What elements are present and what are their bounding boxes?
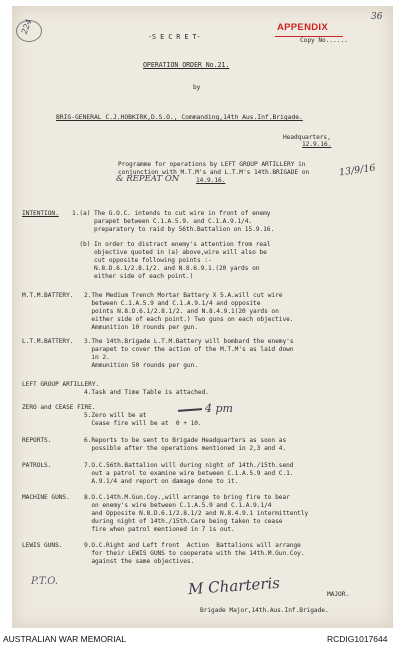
folio-number: 36 xyxy=(371,12,383,22)
reports-line: possible after the operations mentioned in 2,3 and 4. xyxy=(84,445,287,452)
ltm-line: in 2. xyxy=(84,354,110,361)
heading-machine-guns: MACHINE GUNS. xyxy=(22,494,70,501)
mtm-line: either side of each point.) Two guns on each objective. xyxy=(84,316,294,323)
handwritten-initials: P.T.O. xyxy=(31,576,59,587)
appendix-stamp: APPENDIX xyxy=(277,22,328,33)
intention-line: preparatory to raid by 56th.Battalion on 15.9.16. xyxy=(72,226,275,233)
author-line: BRIG-GENERAL C.J.HOBKIRK,D.S.O., Commanding,14th Aus.Inf.Brigade. xyxy=(56,113,303,121)
intention-line: parapet between C.1.A.5.9. and C.1.A.9.1/4. xyxy=(72,218,253,225)
heading-left-group-artillery: LEFT GROUP ARTILLERY. xyxy=(22,381,100,388)
patrols-line: A.9.1/4 and report on damage done to it. xyxy=(84,478,239,485)
intention-line: either side of each point.) xyxy=(72,273,194,280)
machine-guns-line: on enemy's wire between C.1.A.5.9 and C.1.A.9.1/4 xyxy=(84,502,272,509)
signoff-rank: MAJOR. xyxy=(327,591,350,598)
handwritten-repeat: & REPEAT ON xyxy=(116,174,180,184)
intention-line: N.8.D.6.1/2.8.1/2. and N.8.6.9.1.(20 yards on xyxy=(72,265,260,272)
heading-intention: INTENTION. xyxy=(22,210,59,217)
programme-line-2: conjunction with M.T.M's and L.T.M's 14th.BRIGADE on xyxy=(118,169,310,176)
hq-label: Headquarters, xyxy=(283,134,331,141)
reports-line: 6.Reports to be sent to Brigade Headquarters as soon as xyxy=(84,437,287,444)
mtm-line: 2.The Medium Trench Mortar Battery X 5.A.will cut wire xyxy=(84,292,283,299)
patrols-line: out a patrol to examine wire between C.1.A.5.9 and C.1. xyxy=(84,470,294,477)
heading-reports: REPORTS. xyxy=(22,437,52,444)
lewis-guns-line: against the same objectives. xyxy=(84,558,195,565)
programme-line-1: Programme for operations by LEFT GROUP ARTILLERY in xyxy=(118,161,306,168)
ltm-line: 3.The 14th.Brigade L.T.M.Battery will bombard the enemy's xyxy=(84,338,294,345)
handwritten-date: 13/9/16 xyxy=(338,162,377,179)
patrols-line: 7.O.C.56th.Battalion will during night of 14th./15th.send xyxy=(84,462,294,469)
artillery-line: 4.Task and Time Table is attached. xyxy=(84,389,209,396)
signature: M Charteris xyxy=(187,573,281,599)
zero-line: 5.Zero will be at xyxy=(84,412,147,419)
heading-ltm-battery: L.T.M.BATTERY. xyxy=(22,338,74,345)
machine-guns-line: 8.O.C.14th.M.Gun.Coy.,will arrange to bring fire to bear xyxy=(84,494,290,501)
mtm-line: points N.8.D.6.1/2.8.1/2. and N.8.4.9.1(20 yards on xyxy=(84,308,279,315)
signoff-title: Brigade Major,14th.Aus.Inf.Brigade. xyxy=(200,607,329,614)
zero-line: Cease fire will be at 0 + 10. xyxy=(84,420,202,427)
handwritten-zero-time: 4 pm xyxy=(205,402,233,415)
footer-record-id: RCDIG1017644 xyxy=(327,634,388,644)
programme-line-3: 14.9.16. xyxy=(196,177,226,184)
ltm-line: parapet to cover the action of the M.T.M's as laid down xyxy=(84,346,294,353)
heading-patrols: PATROLS. xyxy=(22,462,52,469)
machine-guns-line: and Opposite N.8.D.6.1/2.8.1/2 and N.8.4.9.1 intermittently xyxy=(84,510,309,517)
lewis-guns-line: for their LEWIS GUNS to cooperate with the 14th.M.Gun.Coy. xyxy=(84,550,305,557)
secret-mark: -S E C R E T- xyxy=(148,33,201,41)
hq-date: 12.9.16. xyxy=(302,141,332,148)
lewis-guns-line: 9.O.C.Right and Left front Action Battalions will arrange xyxy=(84,542,301,549)
heading-zero-cease-fire: ZERO and CEASE FIRE. xyxy=(22,404,96,411)
intention-line: 1.(a) The G.O.C. intends to cut wire in front of enemy xyxy=(72,210,271,217)
by-text: by xyxy=(193,84,201,91)
side-number: 224 xyxy=(19,17,34,36)
mtm-line: Ammunition 10 rounds per gun. xyxy=(84,324,198,331)
footer-archive: AUSTRALIAN WAR MEMORIAL xyxy=(3,634,126,644)
machine-guns-line: fire when patrol mentioned in 7 is out. xyxy=(84,526,235,533)
heading-mtm-battery: M.T.M.BATTERY. xyxy=(22,292,74,299)
intention-line: objective quoted in (a) above,wire will also be xyxy=(72,249,267,256)
heading-lewis-guns: LEWIS GUNS. xyxy=(22,542,63,549)
intention-line: cut opposite following points :- xyxy=(72,257,212,264)
mtm-line: between C.1.A.5.9 and C.1.A.9.1/4 and opposite xyxy=(84,300,261,307)
machine-guns-line: during night of 14th./15th.Care being taken to cease xyxy=(84,518,283,525)
copy-number: Copy No...... xyxy=(300,37,348,44)
intention-line: (b) In order to distract enemy's attention from real xyxy=(72,241,271,248)
order-title: OPERATION ORDER No.21. xyxy=(143,61,230,69)
ltm-line: Ammunition 50 rounds per gun. xyxy=(84,362,198,369)
